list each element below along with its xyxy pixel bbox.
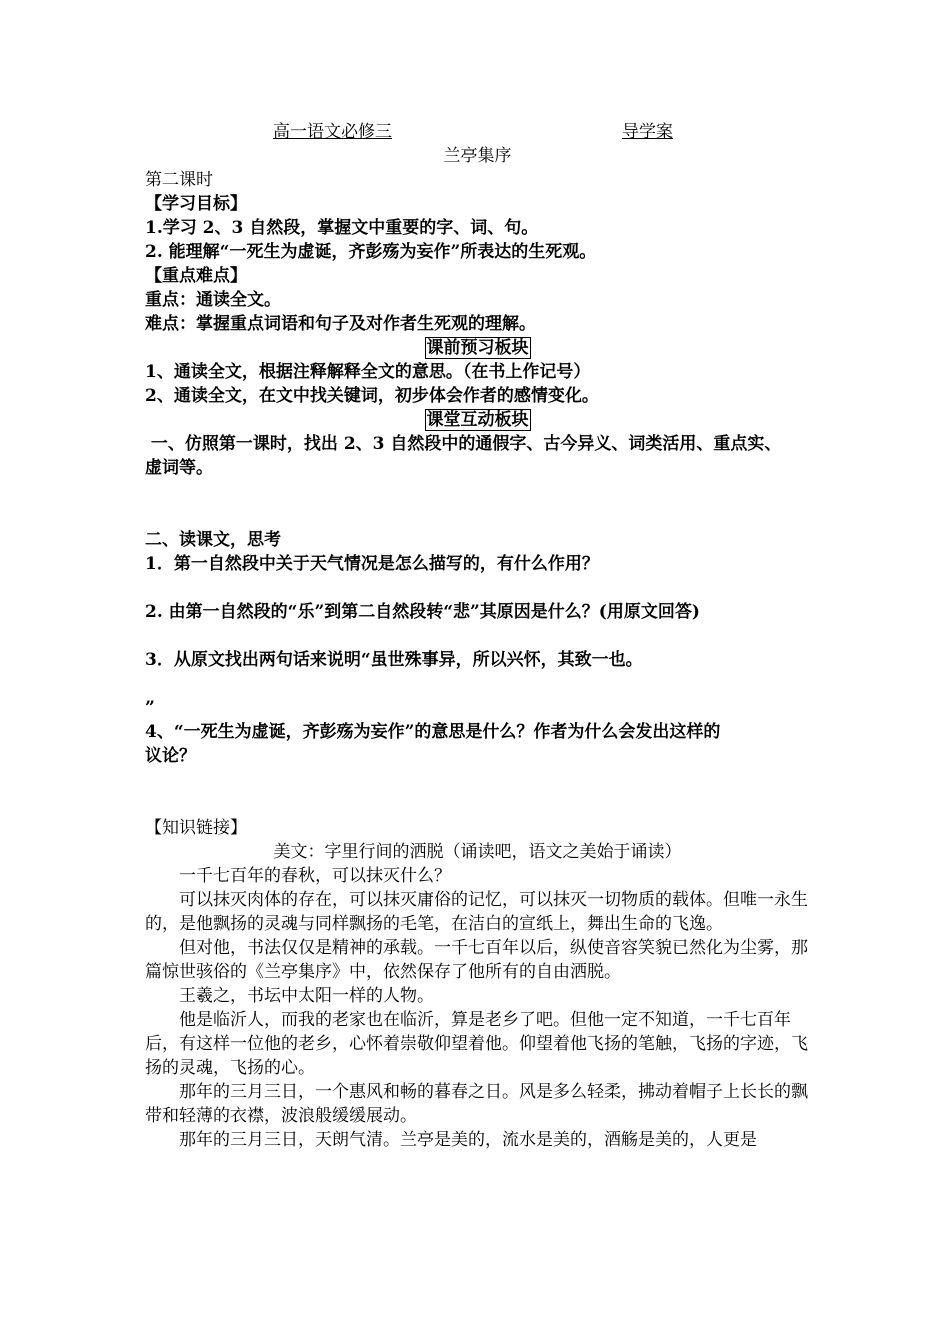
focus-point: 重点：通读全文。: [145, 290, 281, 310]
question-1: 1．第一自然段中关于天气情况是怎么描写的，有什么作用？: [145, 554, 599, 574]
spacer: [145, 504, 810, 528]
spacer: [145, 768, 810, 792]
essay-subtitle: 美文：字里行间的洒脱（诵读吧，语文之美始于诵读）: [273, 842, 682, 862]
difficulty-point: 难点：掌握重点词语和句子及对作者生死观的理解。: [145, 314, 536, 334]
knowledge-heading: 【知识链接】: [145, 818, 247, 838]
course-title: 高一语文必修三: [273, 122, 392, 142]
essay-paragraph: 但对他，书法仅仅是精神的承载。一千七百年以后，纵使音容笑貌已然化为尘雾，那篇惊世骇俗的《兰亭集序》中，依然保存了他所有的自由洒脱。: [145, 938, 808, 982]
lesson-label: 第二课时: [145, 170, 213, 190]
essay-paragraph: 王羲之，书坛中太阳一样的人物。: [179, 986, 434, 1006]
question-4-line-1: 4、“一死生为虚诞，齐彭殇为妄作”的意思是什么？作者为什么会发出这样的: [145, 722, 721, 742]
key-points-heading: 【重点难点】: [145, 266, 247, 286]
classroom-section-heading: [145, 408, 810, 432]
essay-paragraph: 可以抹灭肉体的存在，可以抹灭庸俗的记忆，可以抹灭一切物质的载体。但唯一永生的，是他飘扬的灵魂与同样飘扬的毛笔，在洁白的宣纸上，舞出生命的飞逸。: [145, 890, 808, 934]
objectives-heading: 【学习目标】: [145, 194, 247, 214]
preview-item: 1、通读全文，根据注释解释全文的意思。（在书上作记号）: [145, 362, 591, 382]
question-2: 2. 由第一自然段的“乐”到第二自然段转“悲”其原因是什么？(用原文回答): [145, 602, 700, 622]
spacer: [145, 792, 810, 816]
text-title: 兰亭集序: [443, 146, 512, 166]
preview-section-heading: [145, 336, 810, 360]
question-4-line-2: 议论？: [145, 746, 196, 766]
document-type: 导学案: [622, 122, 673, 142]
question-3-end: ”: [145, 698, 155, 718]
spacer: [145, 480, 810, 504]
answer-space: [145, 576, 810, 600]
task-one-line-1: 一、仿照第一课时，找出 2、3 自然段中的通假字、古今异义、词类活用、重点实、: [145, 434, 782, 454]
classroom-heading-box: 课堂互动板块: [426, 410, 529, 430]
answer-space: [145, 672, 810, 696]
essay-paragraph: 一千七百年的春秋，可以抹灭什么？: [179, 866, 451, 886]
objective-item: 2. 能理解“一死生为虚诞，齐彭殇为妄作”所表达的生死观。: [145, 242, 597, 262]
objective-item: 1.学习 2、3 自然段，掌握文中重要的字、词、句。: [145, 218, 539, 238]
answer-space: [145, 624, 810, 648]
essay-paragraph: 那年的三月三日，一个惠风和畅的暮春之日。风是多么轻柔，拂动着帽子上长长的飘带和轻薄的衣襟，波浪般缓缓展动。: [145, 1082, 808, 1126]
document-page: [145, 120, 810, 1152]
task-one-line-2: 虚词等。: [145, 458, 213, 478]
essay-paragraph: 他是临沂人，而我的老家也在临沂，算是老乡了吧。但他一定不知道，一千七百年后，有这样一位他的老乡，心怀着崇敬仰望着他。仰望着他飞扬的笔触，飞扬的字迹，飞扬的灵魂，飞扬的心。: [145, 1010, 808, 1078]
preview-item: 2、通读全文，在文中找关键词，初步体会作者的感情变化。: [145, 386, 599, 406]
preview-heading-box: 课前预习板块: [426, 338, 529, 358]
essay-paragraph: 那年的三月三日，天朗气清。兰亭是美的，流水是美的，酒觞是美的，人更是: [179, 1130, 757, 1150]
task-two-heading: 二、读课文，思考: [145, 530, 281, 550]
question-3: 3．从原文找出两句话来说明“虽世殊事异，所以兴怀，其致一也。: [145, 650, 643, 670]
page-header: [145, 120, 810, 144]
